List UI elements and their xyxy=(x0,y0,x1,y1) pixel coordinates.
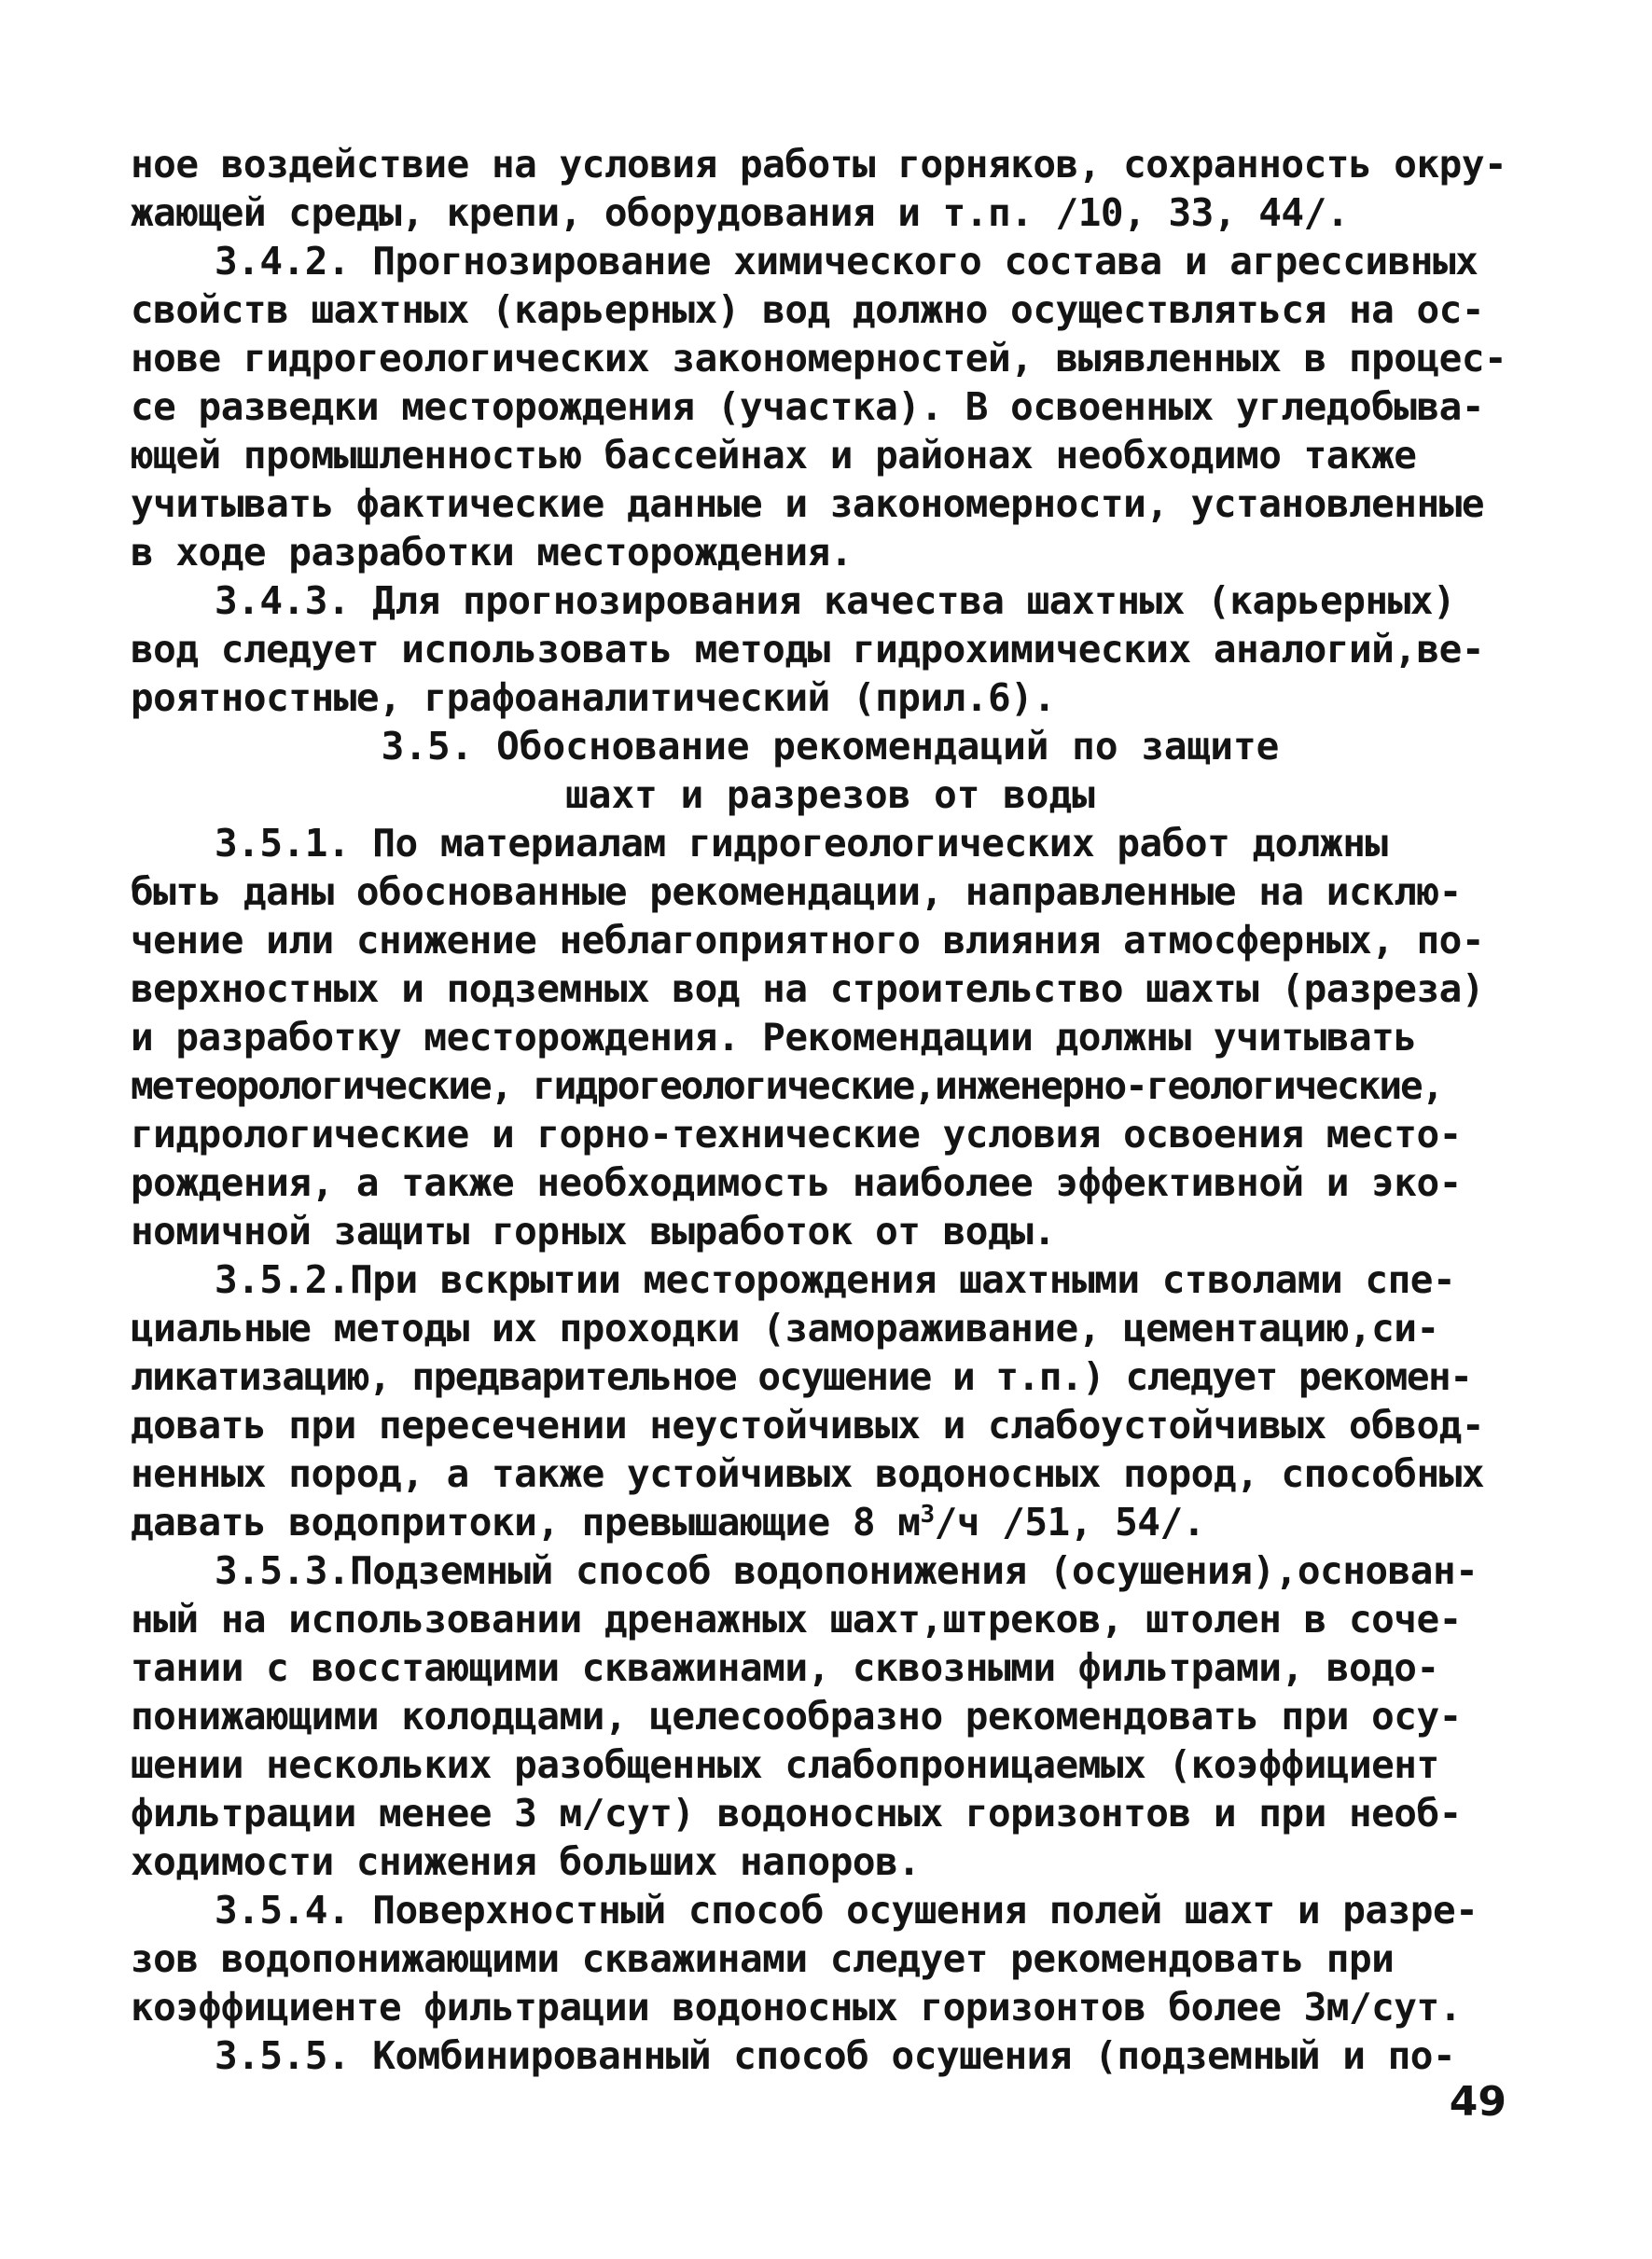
text-line: и разработку месторождения. Рекомендации должны учитывать xyxy=(131,1015,1417,1060)
text-fragment: давать водопритоки, превышающие 8 м xyxy=(131,1500,921,1545)
text-line: ликатизацию, предварительное осушение и т.п.) следует рекомен- xyxy=(131,1354,1472,1399)
page-number: 49 xyxy=(1449,2078,1506,2126)
section-heading-3-5-cont: шахт и разрезов от воды xyxy=(565,772,1095,817)
paragraph-start-3-5-1: 3.5.1. По материалам гидрогеологических работ должны xyxy=(215,821,1388,866)
text-line: ный на использовании дренажных шахт,штреков, штолен в соче- xyxy=(131,1597,1462,1642)
text-line: гидрологические и горно-технические условия освоения место- xyxy=(131,1112,1462,1157)
text-line: довать при пересечении неустойчивых и слабоустойчивых обвод- xyxy=(131,1403,1485,1448)
text-line: вод следует использовать методы гидрохимических аналогий,ве- xyxy=(131,627,1485,672)
text-line: жающей среды, крепи, оборудования и т.п. /10, 33, 44/. xyxy=(131,190,1349,235)
paragraph-start-3-5-3: 3.5.3.Подземный способ водопонижения (осушения),основан- xyxy=(215,1548,1478,1593)
text-line: метеорологические, гидрогеологические,инженерно-геологические, xyxy=(131,1063,1443,1108)
text-line: номичной защиты горных выработок от воды. xyxy=(131,1209,1056,1254)
text-line: в ходе разработки месторождения. xyxy=(131,530,853,575)
text-line-with-superscript xyxy=(131,1498,1530,1546)
paragraph-start-3-5-4: 3.5.4. Поверхностный способ осушения полей шахт и разре- xyxy=(215,1888,1478,1933)
text-line: шении нескольких разобщенных слабопроницаемых (коэффициент xyxy=(131,1742,1439,1787)
text-line: се разведки месторождения (участка). В освоенных угледобыва- xyxy=(131,384,1485,429)
text-line: роятностные, графоаналитический (прил.6). xyxy=(131,675,1056,720)
text-line: фильтрации менее 3 м/сут) водоносных горизонтов и при необ- xyxy=(131,1791,1462,1836)
text-line: рождения, а также необходимость наиболее эффективной и эко- xyxy=(131,1160,1462,1205)
superscript-cubic: 3 xyxy=(920,1501,935,1529)
text-line: свойств шахтных (карьерных) вод должно осуществляться на ос- xyxy=(131,287,1485,332)
text-line: ющей промышленностью бассейнах и районах необходимо также xyxy=(131,433,1417,478)
text-line: ходимости снижения больших напоров. xyxy=(131,1839,921,1884)
paragraph-start-3-5-2: 3.5.2.При вскрытии месторождения шахтными стволами спе- xyxy=(215,1257,1456,1302)
body-text xyxy=(131,140,1530,2080)
text-line: учитывать фактические данные и закономерности, установленные xyxy=(131,481,1485,526)
text-line: тании с восстающими скважинами, сквозными фильтрами, водо- xyxy=(131,1645,1439,1690)
text-line: зов водопонижающими скважинами следует рекомендовать при xyxy=(131,1936,1395,1981)
paragraph-start-3-4-2: 3.4.2. Прогнозирование химического состава и агрессивных xyxy=(215,239,1478,284)
text-line: коэффициенте фильтрации водоносных горизонтов более 3м/сут. xyxy=(131,1985,1462,2030)
paragraph-start-3-5-5: 3.5.5. Комбинированный способ осушения (подземный и по- xyxy=(215,2033,1456,2078)
text-line: быть даны обоснованные рекомендации, направленные на исклю- xyxy=(131,869,1462,914)
text-line: циальные методы их проходки (замораживание, цементацию,си- xyxy=(131,1306,1439,1351)
text-line: верхностных и подземных вод на строительство шахты (разреза) xyxy=(131,966,1485,1011)
text-line: понижающими колодцами, целесообразно рекомендовать при осу- xyxy=(131,1694,1462,1739)
paragraph-start-3-4-3: 3.4.3. Для прогнозирования качества шахтных (карьерных) xyxy=(215,578,1456,623)
text-line: ное воздействие на условия работы горняков, сохранность окру- xyxy=(131,142,1507,187)
text-line: чение или снижение неблагоприятного влияния атмосферных, по- xyxy=(131,918,1485,963)
text-fragment: /ч /51, 54/. xyxy=(934,1500,1205,1545)
text-line: ненных пород, а также устойчивых водоносных пород, способных xyxy=(131,1451,1485,1496)
section-heading-3-5: 3.5. Обоснование рекомендаций по защите xyxy=(381,724,1280,769)
text-line: нове гидрогеологических закономерностей, выявленных в процес- xyxy=(131,336,1507,381)
